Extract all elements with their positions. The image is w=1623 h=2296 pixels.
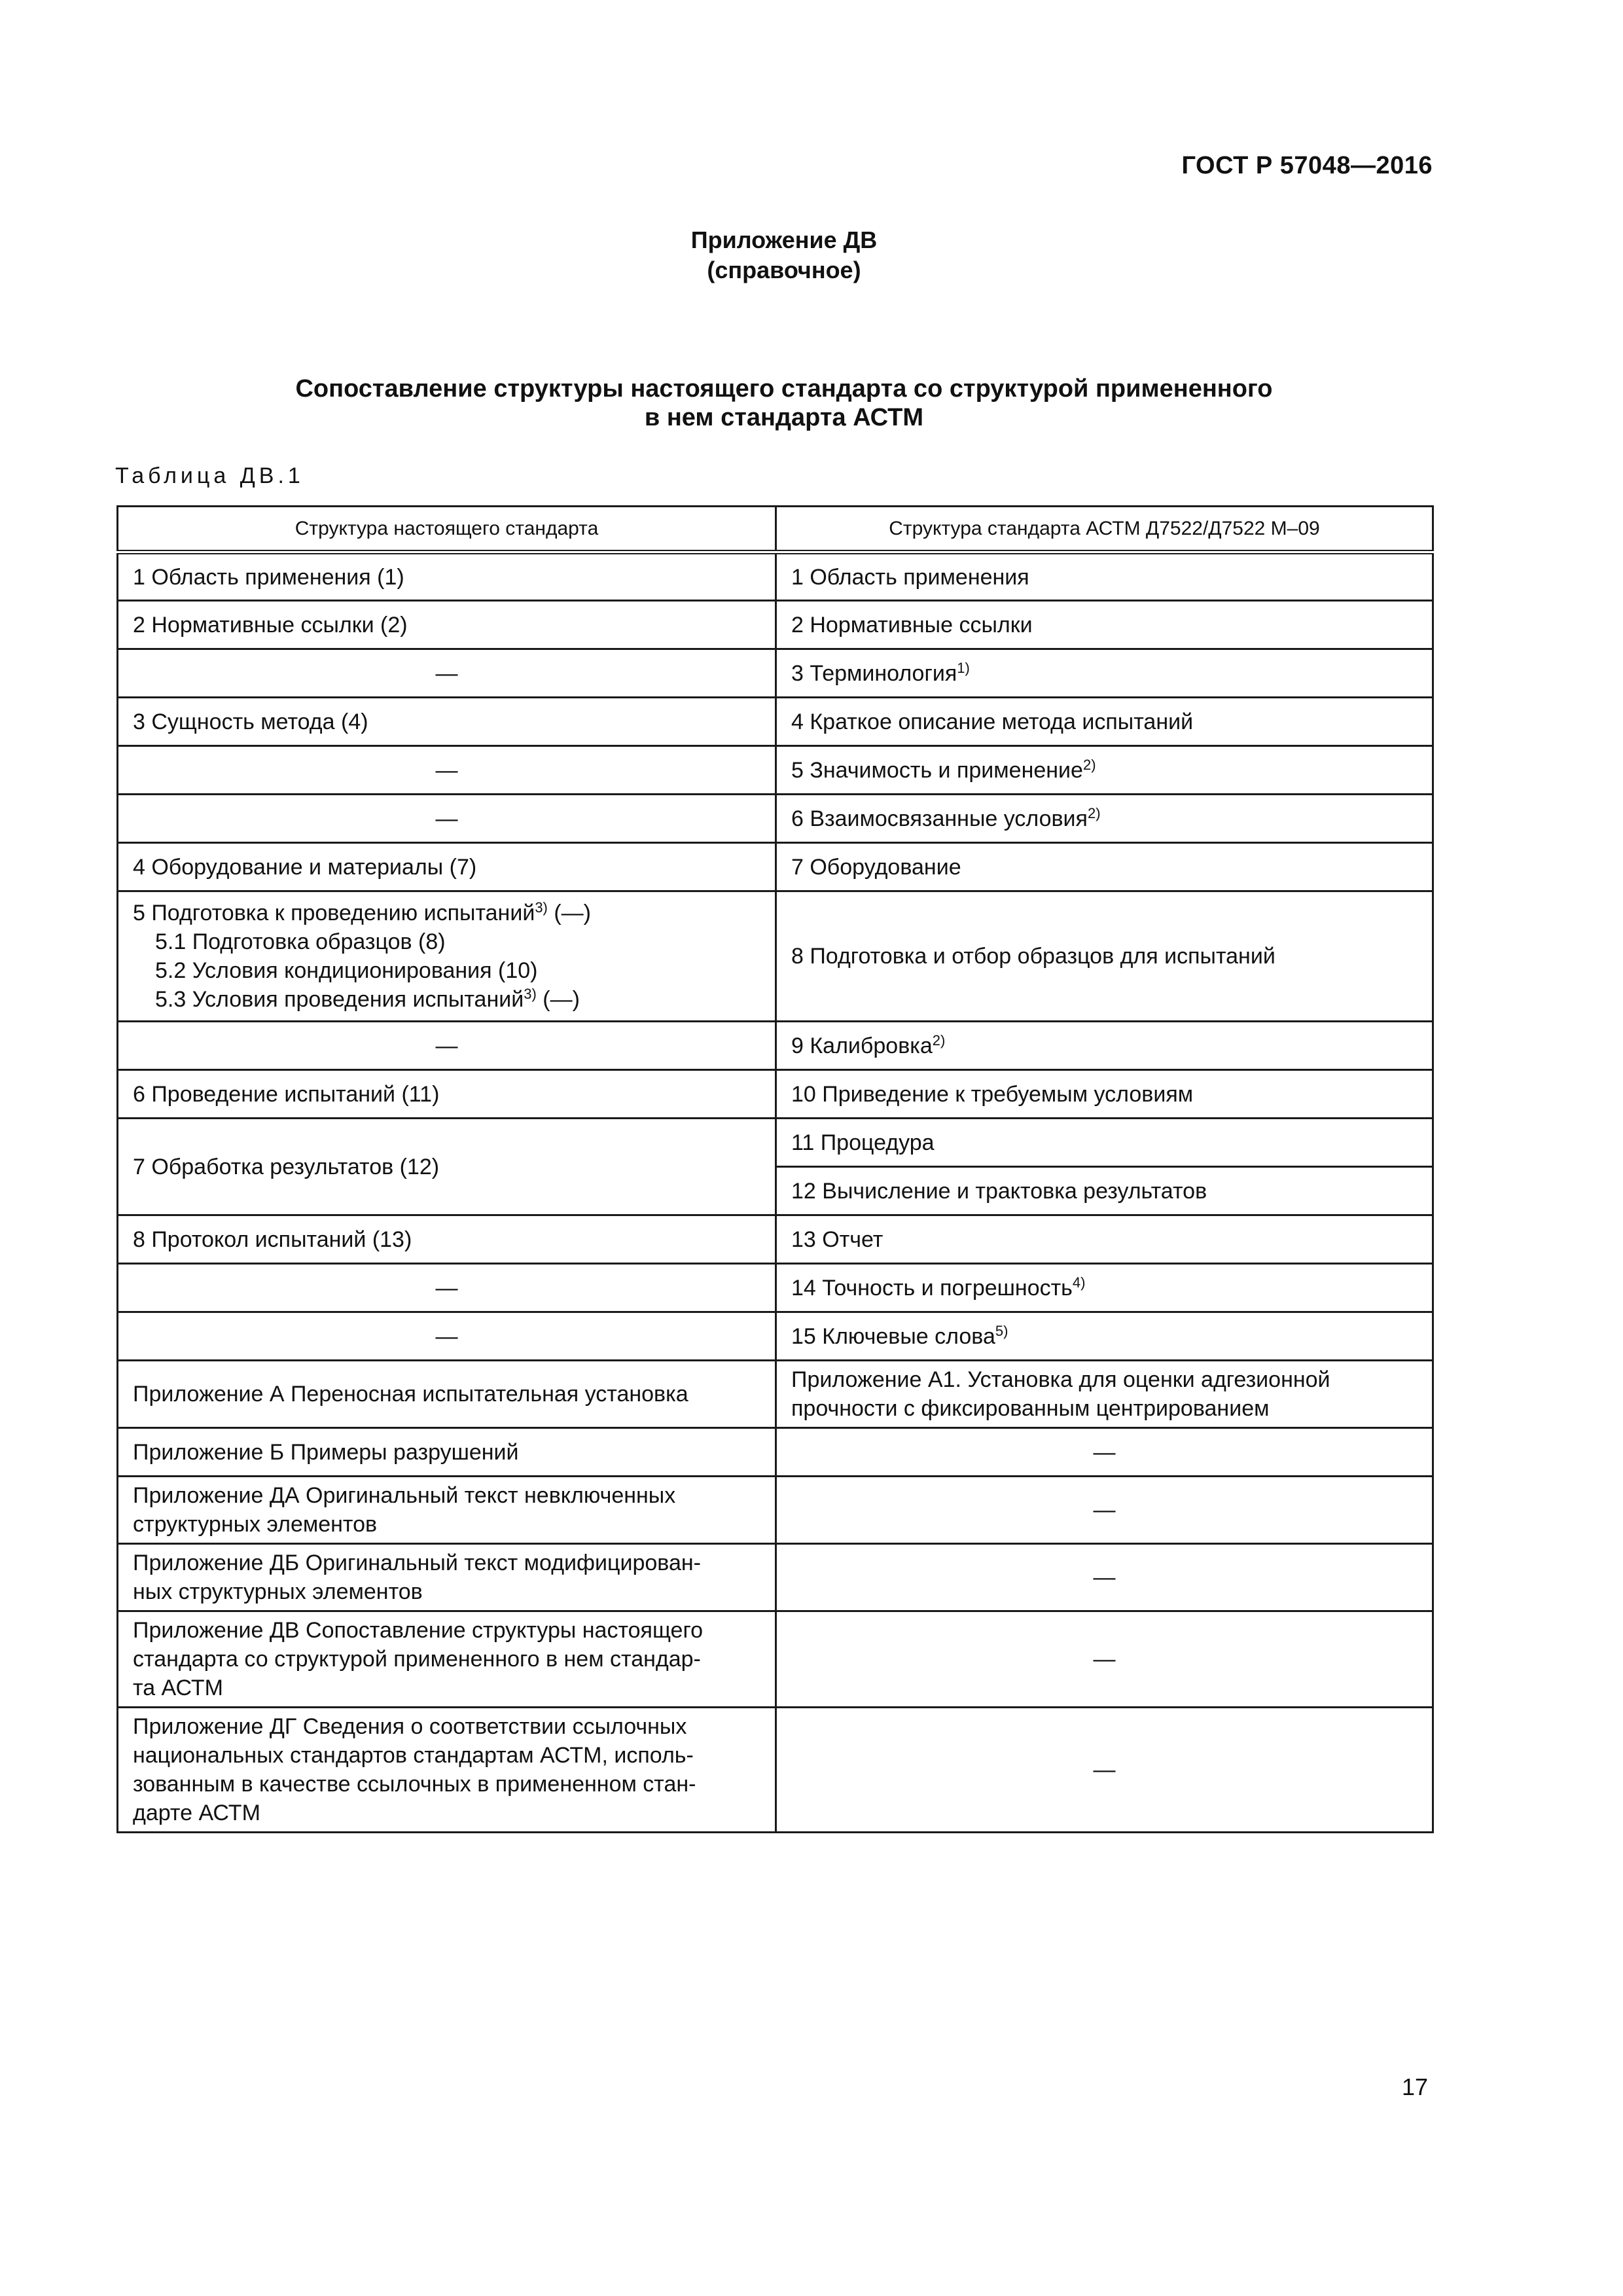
cell-line: Приложение ДА Оригинальный текст невключенных xyxy=(133,1483,676,1508)
table-row xyxy=(118,1215,1433,1264)
subsection-5-3 xyxy=(133,985,760,1014)
footnote-mark: 3) xyxy=(524,986,537,1002)
table-cell-dash: — xyxy=(776,1708,1433,1833)
cell-line xyxy=(133,899,760,927)
table-cell-dash: — xyxy=(118,795,776,843)
annex-title xyxy=(0,225,1568,285)
page-number: 17 xyxy=(1401,2073,1428,2100)
footnote-mark: 1) xyxy=(957,659,970,676)
table-cell-right xyxy=(776,746,1433,795)
cell-line: стандарта со структурой примененного в нем стандар- xyxy=(133,1647,701,1672)
table-cell-left: 3 Сущность метода (4) xyxy=(118,698,776,746)
cell-text: 5 Подготовка к проведению испытаний xyxy=(133,901,535,925)
table-row xyxy=(118,1544,1433,1611)
footnote-mark: 4) xyxy=(1072,1274,1086,1291)
table-row xyxy=(118,1708,1433,1833)
table-cell-right: 8 Подготовка и отбор образцов для испытаний xyxy=(776,891,1433,1022)
cell-line: Приложение ДВ Сопоставление структуры настоящего xyxy=(133,1618,704,1643)
cell-text: 9 Калибровка xyxy=(791,1033,933,1058)
table-cell-left xyxy=(118,1477,776,1544)
column-header-current-standard: Структура настоящего стандарта xyxy=(118,507,776,552)
cell-text: (—) xyxy=(536,987,580,1012)
annex-status: (справочное) xyxy=(707,257,861,283)
table-row xyxy=(118,1022,1433,1070)
section-heading xyxy=(0,374,1568,432)
table-cell-left: Приложение Б Примеры разрушений xyxy=(118,1428,776,1477)
cell-text: (—) xyxy=(547,901,591,925)
table-cell-right: 7 Оборудование xyxy=(776,843,1433,891)
column-header-astm-standard: Структура стандарта АСТМ Д7522/Д7522 М–09 xyxy=(776,507,1433,552)
table-cell-right: 10 Приведение к требуемым условиям xyxy=(776,1070,1433,1119)
cell-line: дарте АСТМ xyxy=(133,1801,260,1825)
table-cell-dash: — xyxy=(776,1544,1433,1611)
footnote-mark: 3) xyxy=(535,899,548,916)
cell-text: 5.3 Условия проведения испытаний xyxy=(155,987,524,1012)
table-cell-dash: — xyxy=(118,746,776,795)
table-cell-right xyxy=(776,1264,1433,1312)
table-cell-right: 1 Область применения xyxy=(776,552,1433,601)
cell-line: ных структурных элементов xyxy=(133,1579,423,1604)
comparison-table-container xyxy=(116,505,1432,1833)
table-cell-left: Приложение А Переносная испытательная установка xyxy=(118,1361,776,1428)
table-row xyxy=(118,1119,1433,1167)
table-cell-left: 4 Оборудование и материалы (7) xyxy=(118,843,776,891)
footnote-mark: 2) xyxy=(1082,756,1096,773)
cell-text: 6 Взаимосвязанные условия xyxy=(791,806,1088,831)
cell-text: 3 Терминология xyxy=(791,660,957,686)
table-header-row xyxy=(118,507,1433,552)
subsection-5-2: 5.2 Условия кондиционирования (10) xyxy=(155,958,538,983)
table-cell-right xyxy=(776,649,1433,698)
footnote-mark: 5) xyxy=(995,1322,1008,1339)
table-cell-right: 13 Отчет xyxy=(776,1215,1433,1264)
table-cell-left: 2 Нормативные ссылки (2) xyxy=(118,601,776,649)
table-cell-right: 12 Вычисление и трактовка результатов xyxy=(776,1167,1433,1215)
heading-line-1: Сопоставление структуры настоящего стандарта со структурой примененного xyxy=(295,375,1273,403)
table-cell-dash: — xyxy=(118,1022,776,1070)
table-row xyxy=(118,1477,1433,1544)
table-cell-right xyxy=(776,1022,1433,1070)
table-row xyxy=(118,552,1433,601)
table-cell-dash: — xyxy=(118,1264,776,1312)
table-cell-left: 7 Обработка результатов (12) xyxy=(118,1119,776,1215)
table-row xyxy=(118,746,1433,795)
comparison-table xyxy=(116,505,1434,1833)
table-row xyxy=(118,649,1433,698)
table-row xyxy=(118,843,1433,891)
table-cell-dash: — xyxy=(118,649,776,698)
cell-line: Приложение ДБ Оригинальный текст модифицирован- xyxy=(133,1551,701,1575)
document-code: ГОСТ Р 57048—2016 xyxy=(1181,152,1433,179)
footnote-mark: 2) xyxy=(1087,804,1101,821)
table-cell-dash: — xyxy=(118,1312,776,1361)
cell-line: прочности с фиксированным центрированием xyxy=(791,1396,1270,1421)
table-cell-left xyxy=(118,1544,776,1611)
table-row xyxy=(118,1312,1433,1361)
table-row xyxy=(118,601,1433,649)
table-row xyxy=(118,698,1433,746)
table-cell-dash: — xyxy=(776,1611,1433,1708)
table-row xyxy=(118,891,1433,1022)
cell-line: та АСТМ xyxy=(133,1676,223,1700)
table-cell-left xyxy=(118,891,776,1022)
table-cell-dash: — xyxy=(776,1477,1433,1544)
table-cell-right xyxy=(776,795,1433,843)
heading-line-2: в нем стандарта АСТМ xyxy=(644,404,924,431)
annex-name: Приложение ДВ xyxy=(690,226,878,253)
table-cell-right xyxy=(776,1361,1433,1428)
cell-text: 15 Ключевые слова xyxy=(791,1323,995,1349)
table-caption: Таблица ДВ.1 xyxy=(115,463,304,488)
cell-text: 5 Значимость и применение xyxy=(791,757,1083,783)
cell-line: Приложение А1. Установка для оценки адгезионной xyxy=(791,1367,1330,1392)
table-row xyxy=(118,1264,1433,1312)
table-cell-left: 8 Протокол испытаний (13) xyxy=(118,1215,776,1264)
table-cell-right: 2 Нормативные ссылки xyxy=(776,601,1433,649)
cell-text: 14 Точность и погрешность xyxy=(791,1275,1073,1300)
table-cell-right: 4 Краткое описание метода испытаний xyxy=(776,698,1433,746)
table-row xyxy=(118,1361,1433,1428)
table-row xyxy=(118,1428,1433,1477)
footnote-mark: 2) xyxy=(932,1031,946,1049)
cell-line: структурных элементов xyxy=(133,1512,378,1537)
table-cell-dash: — xyxy=(776,1428,1433,1477)
table-row xyxy=(118,1611,1433,1708)
table-row xyxy=(118,795,1433,843)
cell-line: зованным в качестве ссылочных в примененном стан- xyxy=(133,1772,696,1797)
table-cell-left xyxy=(118,1708,776,1833)
table-cell-left: 1 Область применения (1) xyxy=(118,552,776,601)
table-cell-right xyxy=(776,1312,1433,1361)
table-cell-left xyxy=(118,1611,776,1708)
cell-line: национальных стандартов стандартам АСТМ, исполь- xyxy=(133,1743,694,1768)
cell-line: Приложение ДГ Сведения о соответствии ссылочных xyxy=(133,1714,687,1739)
table-row xyxy=(118,1070,1433,1119)
subsection-5-1: 5.1 Подготовка образцов (8) xyxy=(155,929,446,954)
table-cell-left: 6 Проведение испытаний (11) xyxy=(118,1070,776,1119)
table-cell-right: 11 Процедура xyxy=(776,1119,1433,1167)
